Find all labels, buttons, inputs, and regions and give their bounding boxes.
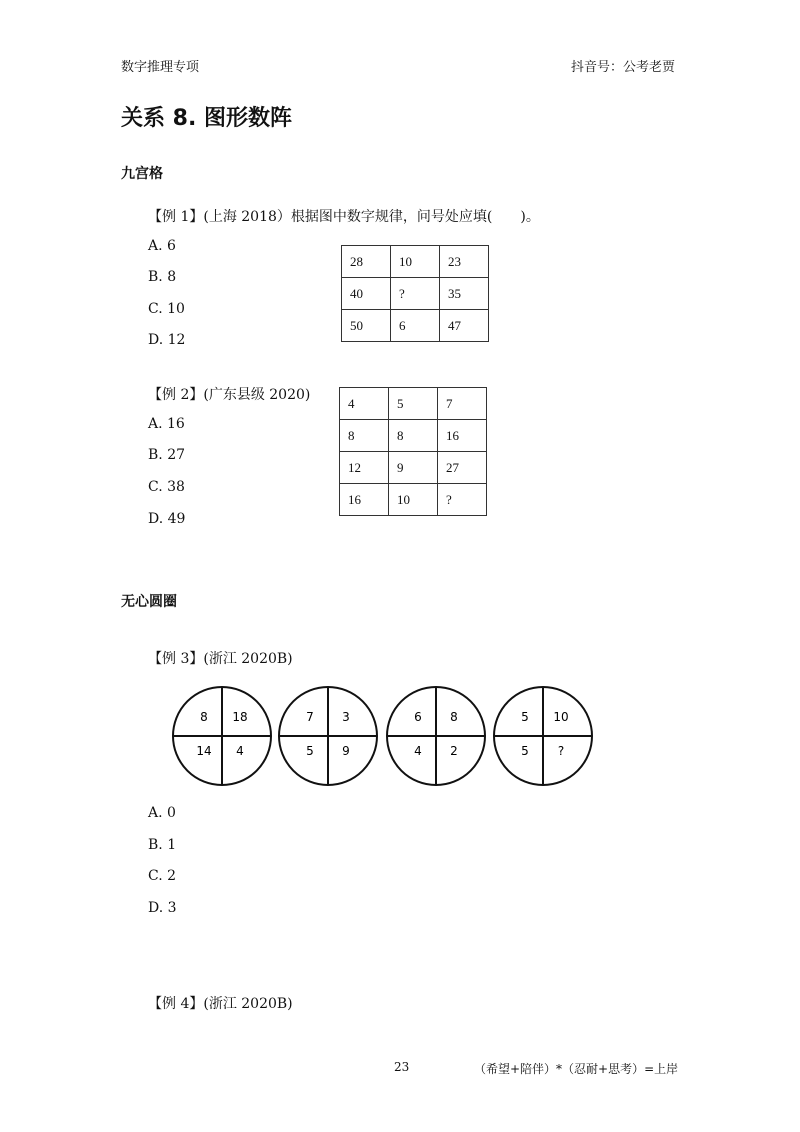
- grid-cell: 50: [342, 310, 391, 342]
- grid-cell: 4: [340, 388, 389, 420]
- example1-option-d: D. 12: [148, 332, 186, 348]
- circle-figure-1: [173, 687, 271, 785]
- table-row: [342, 310, 489, 342]
- circle-number: 7: [306, 710, 314, 724]
- example1-option-a: A. 6: [148, 238, 176, 254]
- circle-number: 6: [414, 710, 422, 724]
- grid-cell: 35: [440, 278, 489, 310]
- example3-option-d: D. 3: [148, 900, 177, 916]
- header-left: 数字推理专项: [121, 60, 200, 75]
- circle-number: 5: [521, 744, 529, 758]
- example3-option-a: A. 0: [148, 805, 176, 821]
- footer-motto: （希望+陪伴）*（忍耐+思考）=上岸: [474, 1062, 679, 1076]
- example1-option-c: C. 10: [148, 301, 185, 317]
- grid-cell: 6: [391, 310, 440, 342]
- circle-figure-3: [387, 687, 485, 785]
- table-row: [342, 278, 489, 310]
- circle-figure-4: [494, 687, 592, 785]
- circle-figure-2: [279, 687, 377, 785]
- grid-cell: 9: [389, 452, 438, 484]
- circle-number: 14: [196, 744, 212, 758]
- section-heading-jiugongge: 九宫格: [121, 166, 163, 182]
- grid-cell: ?: [391, 278, 440, 310]
- grid-cell: 40: [342, 278, 391, 310]
- page-number: 23: [394, 1060, 410, 1074]
- grid-cell: 12: [340, 452, 389, 484]
- circle-number: 5: [306, 744, 314, 758]
- header-right: 抖音号：公考老贾: [571, 60, 676, 75]
- circle-number: ?: [557, 744, 565, 758]
- example4-label: 【例 4】(浙江 2020B): [148, 996, 293, 1012]
- grid-cell: 7: [438, 388, 487, 420]
- table-row: [340, 484, 487, 516]
- grid-cell: 16: [438, 420, 487, 452]
- example2-option-a: A. 16: [148, 416, 185, 432]
- circle-number: 2: [450, 744, 458, 758]
- table-row: [342, 246, 489, 278]
- circle-number: 3: [342, 710, 350, 724]
- grid-cell: 10: [391, 246, 440, 278]
- example2-option-b: B. 27: [148, 447, 186, 463]
- circle-number: 10: [553, 710, 569, 724]
- grid-cell: 27: [438, 452, 487, 484]
- circle-number: 9: [342, 744, 350, 758]
- grid-cell: ?: [438, 484, 487, 516]
- example1-grid: [341, 245, 489, 342]
- example3-circles: [0, 680, 800, 800]
- example2-grid: [339, 387, 487, 516]
- example3-label: 【例 3】(浙江 2020B): [148, 651, 293, 667]
- circle-number: 8: [200, 710, 208, 724]
- grid-cell: 16: [340, 484, 389, 516]
- example1-label: 【例 1】(上海 2018）根据图中数字规律，问号处应填( )。: [148, 209, 540, 225]
- example2-label: 【例 2】(广东县级 2020): [148, 387, 311, 403]
- table-row: [340, 452, 487, 484]
- grid-cell: 10: [389, 484, 438, 516]
- example2-option-c: C. 38: [148, 479, 185, 495]
- circle-number: 4: [236, 744, 244, 758]
- grid-cell: 28: [342, 246, 391, 278]
- grid-cell: 8: [340, 420, 389, 452]
- grid-cell: 8: [389, 420, 438, 452]
- circle-number: 4: [414, 744, 422, 758]
- grid-cell: 5: [389, 388, 438, 420]
- example3-option-b: B. 1: [148, 837, 177, 853]
- table-row: [340, 388, 487, 420]
- grid-cell: 23: [440, 246, 489, 278]
- example3-option-c: C. 2: [148, 868, 177, 884]
- example2-option-d: D. 49: [148, 511, 186, 527]
- example1-option-b: B. 8: [148, 269, 177, 285]
- page-title: 关系 8. 图形数阵: [121, 106, 292, 131]
- section-heading-wuxin: 无心圆圈: [121, 594, 177, 610]
- table-row: [340, 420, 487, 452]
- circle-number: 18: [232, 710, 248, 724]
- grid-cell: 47: [440, 310, 489, 342]
- circle-number: 5: [521, 710, 529, 724]
- circle-number: 8: [450, 710, 458, 724]
